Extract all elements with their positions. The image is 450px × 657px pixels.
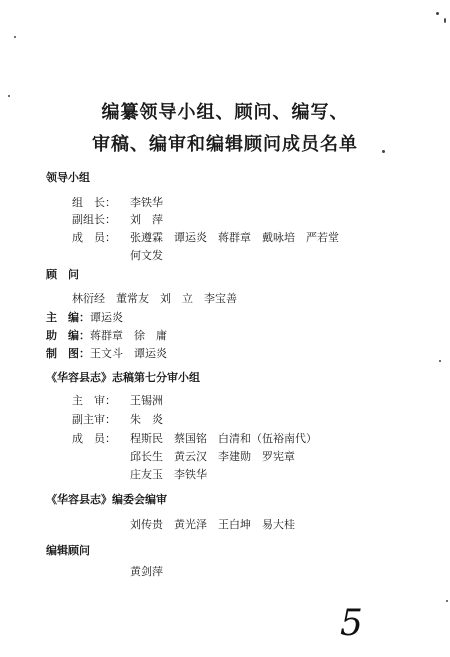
editing-advisor-names: 黄剑萍 [130,565,163,578]
editorial-committee-names: 刘传贵 黄光泽 王白坤 易大桂 [130,518,295,531]
review-chief-label: 主 审： [72,394,116,407]
section-heading-review-group: 《华容县志》志稿第七分审小组 [46,371,200,384]
page-title-line-2: 审稿、编审和编辑顾问成员名单 [92,134,358,155]
assistant-editor-row [46,327,167,343]
section-heading-editorial-committee: 《华容县志》编委会编审 [46,493,167,506]
review-chief-row [72,392,163,408]
section-heading-editing-advisor: 编辑顾问 [46,544,90,557]
leadership-deputy-name: 刘 萍 [130,213,163,226]
section-heading-advisors: 顾 问 [46,268,79,281]
section-heading-leadership: 领导小组 [46,171,90,184]
scan-speck [444,18,446,23]
leadership-deputy-row [72,211,163,227]
scan-speck [439,360,441,362]
leadership-members-label: 成 员： [72,231,116,244]
drafting-label: 制 图： [46,347,90,360]
editor-in-chief-row [46,309,123,325]
scan-speck [446,600,448,602]
leadership-leader-row [72,194,163,210]
editor-in-chief-name: 谭运炎 [90,311,123,324]
drafting-names: 王文斗 谭运炎 [90,347,167,360]
assistant-editor-names: 蒋群章 徐 庸 [90,329,167,342]
review-deputy-row [72,411,163,427]
scan-speck [8,95,10,97]
review-members-names-1: 程斯民 蔡国铭 白清和（伍裕南代） [130,432,317,445]
scan-speck [14,36,16,38]
drafting-row [46,345,167,361]
review-deputy-label: 副主审： [72,413,116,426]
leadership-members-names-1: 张遵霖 谭运炎 蒋群章 戴咏培 严若堂 [130,231,339,244]
review-chief-name: 王锡洲 [130,394,163,407]
page-title-line-1: 编纂领导小组、顾问、编写、 [101,102,349,123]
leadership-members-names-2: 何文发 [130,249,163,262]
review-members-row [72,430,317,446]
leadership-leader-label: 组 长： [72,196,116,209]
editor-in-chief-label: 主 编： [46,311,90,324]
advisors-names: 林衍经 董常友 刘 立 李宝善 [72,292,237,305]
leadership-members-row-2 [130,247,163,263]
review-members-names-3: 庄友玉 李铁华 [130,468,207,481]
assistant-editor-label: 助 编： [46,329,90,342]
review-deputy-name: 朱 炎 [130,413,163,426]
leadership-leader-name: 李铁华 [130,196,163,209]
leadership-deputy-label: 副组长： [72,213,116,226]
leadership-members-row [72,229,339,245]
review-members-names-2: 邱长生 黄云汉 李建勋 罗宪章 [130,450,295,463]
scan-speck [436,12,439,15]
page-number: 5 [340,603,363,644]
review-members-label: 成 员： [72,432,116,445]
scan-speck [382,150,385,153]
